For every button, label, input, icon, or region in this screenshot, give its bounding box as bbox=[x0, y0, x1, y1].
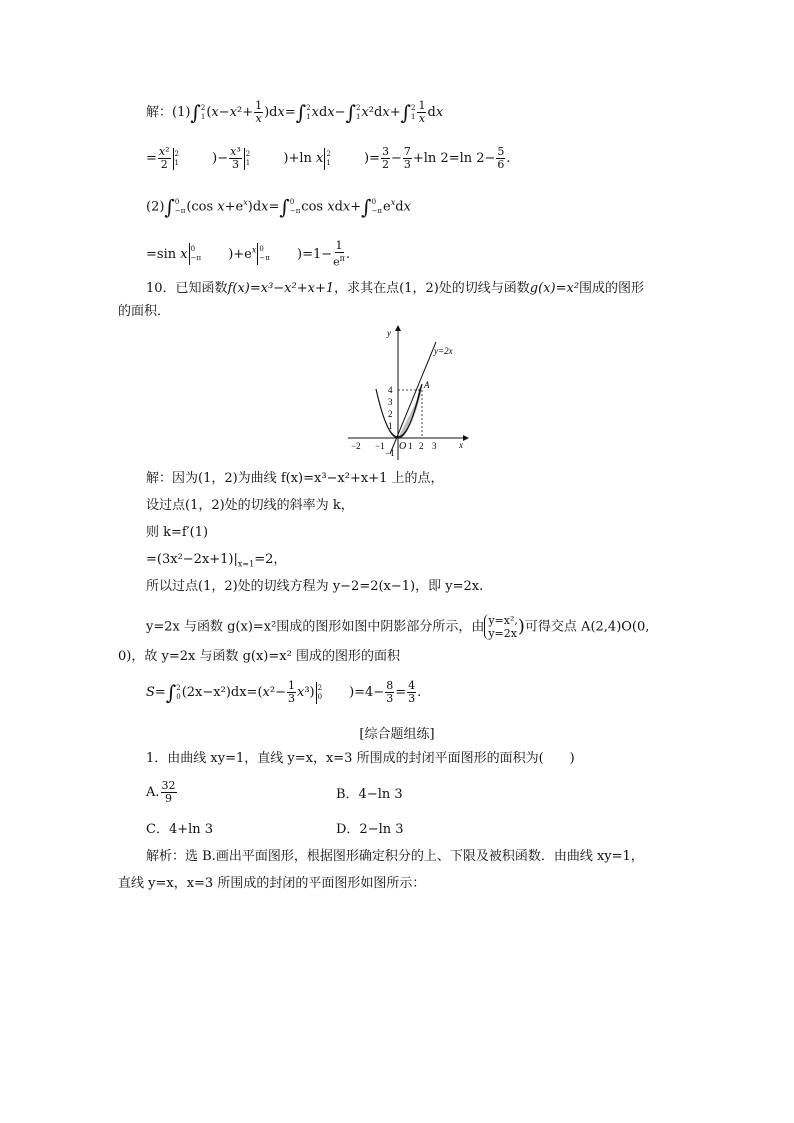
equation-system bbox=[484, 614, 518, 640]
solution9-label: 解：(1) bbox=[146, 105, 191, 120]
solution10-line3: 则 k=f′(1) bbox=[146, 525, 209, 540]
problem10-text-c: 围成的图形 bbox=[579, 281, 645, 296]
q1-option-d: D．2−ln 3 bbox=[336, 822, 404, 837]
solution10-l6a: y=2x 与函数 g(x)=x²围成的图形如图中阴影部分所示，由 bbox=[146, 619, 485, 635]
solution10-line6: y=2x 与函数 g(x)=x²围成的图形如图中阴影部分所示，由 y=x², y=2x )可得交点 A(2,4)O(0, bbox=[146, 614, 650, 640]
q1-option-a bbox=[146, 780, 178, 805]
q1-option-c: C．4+ln 3 bbox=[146, 822, 214, 837]
solution10-line7: 0)，故 y=2x 与函数 g(x)=x² 围成的图形的面积 bbox=[118, 649, 400, 664]
problem10-text-a: 已知函数 bbox=[175, 281, 228, 296]
solution9-line2: = $\frac{\text{x²}}{2}$ 2 1 )− $\frac{\text{x³}}{3}$ 2 1 )+ln x 2 1 )= $\frac{3}{2}$ − $\frac{7}{3}$ +ln 2=ln 2− $\frac{5}{6}$ . bbox=[146, 145, 511, 171]
line-label: y=2x bbox=[434, 346, 453, 356]
derivative-subscript: x=1 bbox=[237, 559, 255, 569]
x-tick-label: 2 bbox=[419, 441, 424, 451]
x-tick-label: −1 bbox=[375, 441, 385, 451]
system-eq1: y=x², bbox=[488, 614, 518, 627]
q1-stem: 1．由曲线 xy=1，直线 y=x，x=3 所围成的封闭平面图形的面积为( ) bbox=[146, 751, 575, 766]
option-a-label: A. bbox=[146, 785, 160, 800]
solution10-line5: 所以过点(1，2)处的切线方程为 y−2=2(x−1)，即 y=2x. bbox=[146, 579, 484, 594]
solution9-result: = bbox=[369, 151, 380, 166]
problem10-line1 bbox=[146, 280, 644, 298]
system-eq2: y=2x bbox=[488, 627, 517, 640]
problem10-fx: f(x)=x³−x²+x+1 bbox=[227, 281, 335, 296]
derivative-expression: =(3x²−2x+1)| bbox=[146, 552, 238, 567]
q1-analysis-line2: 直线 y=x，x=3 所围成的封闭的平面图形如图所示： bbox=[118, 876, 426, 891]
problem10-text-d: 的面积． bbox=[118, 304, 171, 319]
solution10-line8: S=∫ 2 0 (2x−x²)dx=(x²− $\frac{1}{3}$ x³) 2 0 )=4− $\frac{8}{3}$ = $\frac{4}{3}$ . bbox=[146, 679, 422, 705]
solution10-line1: 解：因为(1，2)为曲线 f(x)=x³−x²+x+1 上的点， bbox=[146, 471, 444, 486]
solution9-result2: =ln 2− bbox=[448, 151, 496, 166]
solution10-line4 bbox=[146, 551, 286, 574]
y-axis-label: y bbox=[387, 328, 391, 338]
problem10-gx: g(x)=x² bbox=[529, 281, 580, 296]
area-eq: = bbox=[395, 685, 407, 700]
y-tick-label: 3 bbox=[388, 397, 393, 407]
solution9-line1: 解：(1)∫ 2 1 (x−x²+ $\frac{1}{x}$ )dx=∫ 2 1 xdx−∫ 2 1 x²dx+∫ 2 1 $\frac{1}{x}$ dx bbox=[146, 99, 444, 125]
solution9-eq: = bbox=[284, 105, 296, 120]
y-tick-label: 1 bbox=[388, 421, 393, 431]
solution10-l6b: 可得交点 A(2,4)O(0, bbox=[524, 619, 650, 635]
section-title: [综合题组练] bbox=[359, 727, 435, 742]
area-step: =4− bbox=[354, 685, 385, 700]
y-tick-label: −1 bbox=[385, 448, 395, 458]
q1-analysis-line1: 解析：选 B.画出平面图形，根据图形确定积分的上、下限及被积函数．由曲线 xy=1， bbox=[146, 849, 644, 864]
solution9-line3: (2)∫ 0 −π (cos $x+e^x)dx=\int$ 0 −π cos xdx+∫ 0 −π $e^xdx$ bbox=[146, 194, 411, 219]
y-tick-label: 4 bbox=[388, 385, 393, 395]
solution10-line2: 设过点(1，2)处的切线的斜率为 k， bbox=[146, 498, 354, 513]
solution9-line4: =sin x 0 −π )$+e^x$ 0 −π )=1− $\frac{1}{e^\pi}$ . bbox=[146, 239, 351, 269]
point-a-label: A bbox=[424, 380, 430, 390]
x-tick-label: −2 bbox=[351, 441, 361, 451]
origin-label: O bbox=[399, 441, 407, 452]
tangent-line bbox=[390, 342, 436, 454]
option-a-denominator: 9 bbox=[165, 792, 173, 805]
x-tick-label: 3 bbox=[432, 441, 437, 451]
q1-option-b: B．4−ln 3 bbox=[336, 787, 403, 802]
option-a-numerator: 32 bbox=[161, 779, 176, 792]
parabola-line-graph bbox=[340, 322, 470, 462]
y-tick-label: 2 bbox=[388, 409, 393, 419]
area-s: S= bbox=[146, 685, 166, 700]
area-integrand: (2x−x²)dx= bbox=[181, 685, 258, 700]
x-tick-label: 1 bbox=[408, 441, 413, 451]
derivative-value: =2， bbox=[254, 552, 287, 567]
problem10-text-b: ，求其在点(1，2)处的切线与函数 bbox=[334, 281, 530, 296]
solution9-part2-label: (2) bbox=[146, 199, 165, 215]
problem10-line2 bbox=[118, 303, 170, 321]
solution9-part2-result: =1− bbox=[302, 246, 333, 262]
problem10-number: 10． bbox=[146, 281, 176, 296]
x-axis-label: x bbox=[459, 440, 463, 450]
